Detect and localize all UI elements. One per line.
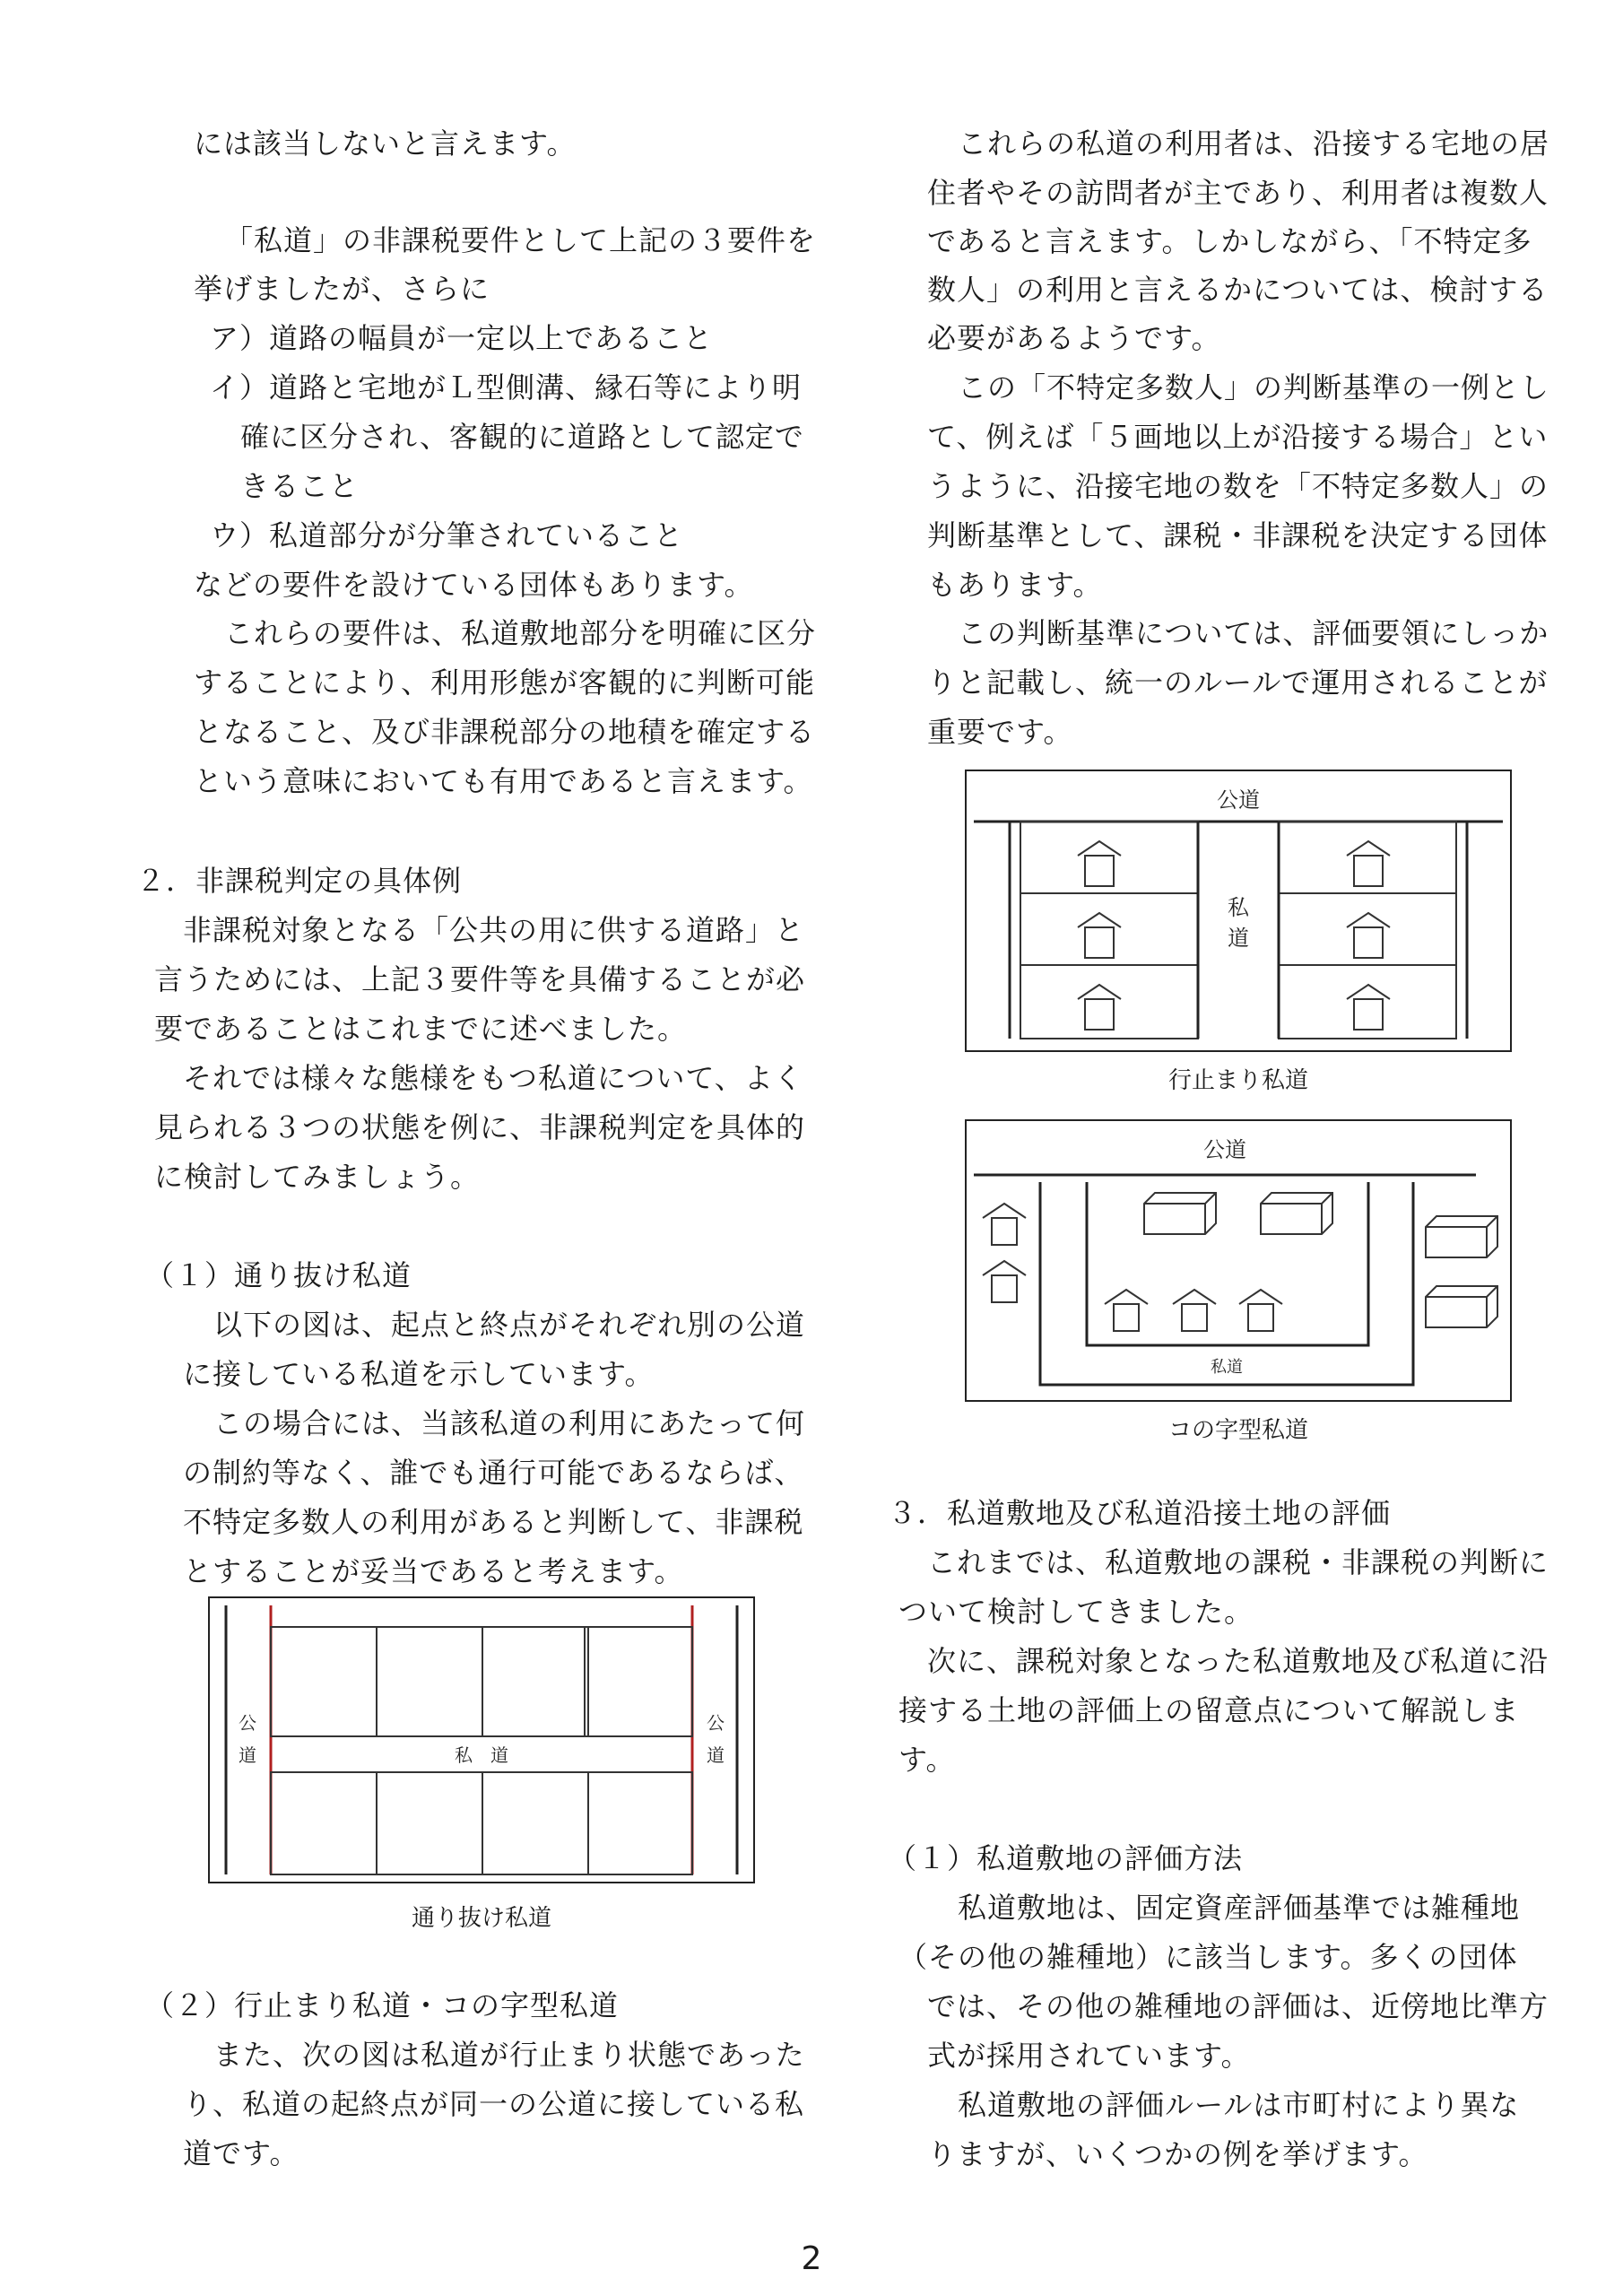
paragraph-line: 不特定多数人の利用があると判断して、非課税 [183,1505,804,1539]
paragraph-line: に接している私道を示しています。 [183,1357,655,1391]
lot-row-bottom [271,1772,692,1874]
paragraph-line: することにより、利用形態が客観的に判断可能 [194,665,816,700]
house-icon [1078,913,1121,958]
list-item-i-cont: 確に区分され、客観的に道路として認定で [240,420,804,454]
paragraph-line: 次に、課税対象となった私道敷地及び私道に沿 [927,1644,1549,1678]
paragraph-line: うように、沿接宅地の数を「不特定多数人」の [927,469,1549,503]
lot [1020,965,1198,1039]
lot [1279,893,1456,965]
paragraph-line: 要であることはこれまでに述べました。 [154,1012,688,1046]
lot [588,1627,692,1736]
paragraph-line: となること、及び非課税部分の地積を確定する [194,715,816,749]
paragraph-line: り、私道の起終点が同一の公道に接している私 [183,2087,805,2121]
house-icon [1105,1290,1148,1331]
paragraph-line: 私道敷地の評価ルールは市町村により異な [958,2088,1520,2122]
paragraph-line: 挙げましたが、さらに [194,272,490,306]
section-heading: ３．私道敷地及び私道沿接土地の評価 [888,1496,1392,1530]
paragraph-line: それでは様々な態様をもつ私道について、よく [183,1061,803,1095]
u-road-inner [1087,1182,1368,1345]
paragraph-line: の制約等なく、誰でも通行可能であるならば、 [183,1456,804,1490]
lot [588,1772,692,1874]
lot-column-left [1020,822,1198,1039]
road-label: 道 [239,1744,256,1766]
house-icon [983,1261,1026,1302]
paragraph-line: もあります。 [927,568,1103,602]
through-road-diagram [208,1596,755,1883]
building-icon [1144,1193,1216,1234]
paragraph-line: 言うためには、上記３要件等を具備することが必 [154,962,806,996]
private-road-label: 私 [1228,895,1249,920]
list-item-i: イ）道路と宅地がＬ型側溝、縁石等により明 [210,370,803,404]
building-icon [1261,1193,1332,1234]
paragraph-line: とすることが妥当であると考えます。 [183,1554,684,1588]
section-heading: ２．非課税判定の具体例 [136,864,463,898]
paragraph-line: また、次の図は私道が行止まり状態であった [213,2038,805,2072]
lot [1020,893,1198,965]
list-item-i-cont: きること [240,469,360,503]
paragraph-line: 見られる３つの状態を例に、非課税判定を具体的 [154,1110,806,1144]
road-label: 公 [239,1712,256,1734]
paragraph-line: りますが、いくつかの例を挙げます。 [927,2137,1428,2171]
house-icon [1347,841,1390,886]
public-road-label: 公道 [1217,787,1260,813]
private-road-label: 私道 [1211,1358,1243,1377]
house-icon [1239,1290,1282,1331]
paragraph-line: これらの要件は、私道敷地部分を明確に区分 [224,616,817,650]
paragraph-line: この「不特定多数人」の判断基準の一例とし [958,370,1550,404]
list-item-u: ウ）私道部分が分筆されていること [210,518,684,552]
public-road-label: 公道 [1203,1137,1246,1162]
private-road-label: 私 道 [455,1744,508,1766]
paragraph-line: 非課税対象となる「公共の用に供する道路」と [183,913,805,947]
building-icon [1426,1216,1497,1257]
paragraph-line: これまでは、私道敷地の課税・非課税の判断に [927,1545,1549,1579]
u-road-outer [1040,1182,1413,1385]
paragraph-line: す。 [898,1743,956,1777]
lot [482,1627,588,1736]
lot [482,1772,588,1874]
lot [377,1627,482,1736]
paragraph-line: であると言えます。しかしながら、「不特定多 [927,224,1532,258]
figure-caption: 通り抜け私道 [411,1905,551,1932]
paragraph-line: 式が採用されています。 [927,2039,1251,2073]
paragraph-line: 接する土地の評価上の留意点について解説しま [898,1693,1520,1727]
dead-end-road-diagram [965,770,1512,1052]
paragraph-line: （その他の雑種地）に該当します。多くの団体 [898,1940,1518,1974]
lot [1020,822,1198,893]
paragraph-line: ついて検討してきました。 [898,1595,1254,1629]
subsection-heading: （２）行止まり私道・コの字型私道 [145,1988,620,2022]
u-shaped-road-diagram [965,1119,1512,1402]
building-icon [1426,1286,1497,1327]
paragraph-line: この判断基準については、評価要領にしっか [958,616,1549,650]
lot [377,1772,482,1874]
paragraph-line: 住者やその訪問者が主であり、利用者は複数人 [927,176,1549,210]
paragraph-line: 道です。 [183,2136,299,2170]
page-number: 2 [801,2240,822,2277]
lot [1279,965,1456,1039]
list-item-a: ア）道路の幅員が一定以上であること [210,321,714,355]
paragraph-line: 判断基準として、課税・非課税を決定する団体 [927,518,1549,552]
paragraph-line: これらの私道の利用者は、沿接する宅地の居 [958,126,1550,161]
house-icon [1173,1290,1216,1331]
paragraph-line: には該当しないと言えます。 [194,126,577,161]
paragraph-line: て、例えば「５画地以上が沿接する場合」とい [927,420,1549,454]
paragraph-line: 数人」の利用と言えるかについては、検討する [927,273,1549,307]
paragraph-line: では、その他の雑種地の評価は、近傍地比準方 [927,1989,1549,2023]
lot [1279,822,1456,893]
house-icon [1347,985,1390,1030]
lot [271,1772,377,1874]
paragraph-line: に検討してみましょう。 [154,1160,481,1194]
lot-row-top [271,1627,692,1736]
paragraph-line: りと記載し、統一のルールで運用されることが [927,665,1549,700]
paragraph-line: 「私道」の非課税要件として上記の３要件を [224,223,817,257]
paragraph-line: この場合には、当該私道の利用にあたって何 [213,1406,806,1440]
paragraph-line: という意味においても有用であると言えます。 [194,764,813,798]
road-label: 公 [707,1712,725,1734]
house-icon [1347,913,1390,958]
paragraph-line: 必要があるようです。 [927,321,1221,355]
subsection-heading: （１）私道敷地の評価方法 [888,1841,1244,1875]
private-road-label: 道 [1228,926,1249,951]
figure-caption: 行止まり私道 [1167,1067,1308,1094]
lot [271,1627,377,1736]
figure-caption: コの字型私道 [1167,1417,1308,1444]
paragraph-line: 重要です。 [927,715,1073,749]
paragraph-line: 以下の図は、起点と終点がそれぞれ別の公道 [213,1308,806,1342]
house-icon [1078,985,1121,1030]
house-icon [983,1204,1026,1245]
paragraph-line: 私道敷地は、固定資産評価基準では雑種地 [958,1891,1521,1925]
paragraph-line: などの要件を設けている団体もあります。 [194,568,754,602]
subsection-heading: （１）通り抜け私道 [145,1258,412,1292]
road-label: 道 [707,1744,725,1766]
lot-column-right [1279,822,1456,1039]
house-icon [1078,841,1121,886]
